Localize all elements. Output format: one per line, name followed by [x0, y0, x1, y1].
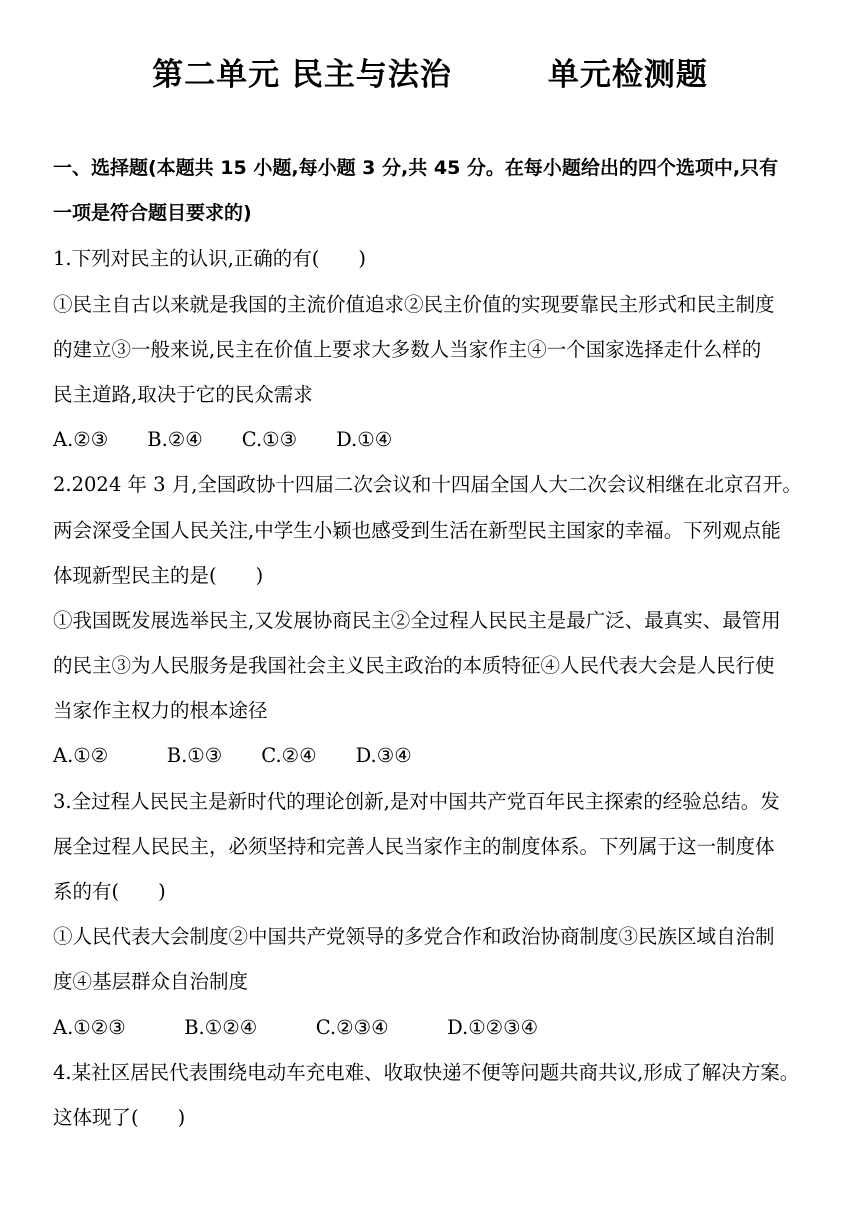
question-statement-line: 的建立③一般来说,民主在价值上要求大多数人当家作主④一个国家选择走什么样的: [53, 337, 762, 361]
question-stem-line: 两会深受全国人民关注,中学生小颖也感受到生活在新型民主国家的幸福。下列观点能: [53, 518, 781, 542]
question-4: [53, 1050, 823, 1140]
question-statement-line: 民主道路,取决于它的民众需求: [53, 382, 313, 406]
question-statement-line: 度④基层群众自治制度: [53, 970, 249, 994]
question-statement-line: 当家作主权力的根本途径: [53, 699, 268, 723]
question-statement-line: ①我国既发展选举民主,又发展协商民主②全过程人民民主是最广泛、最真实、最管用: [53, 608, 781, 632]
section-header: [53, 146, 823, 236]
question-stem-line: 3.全过程人民民主是新时代的理论创新,是对中国共产党百年民主探索的经验总结。发: [53, 789, 780, 813]
page-title: 第二单元 民主与法治 单元检测题: [152, 57, 708, 93]
question-statement-line: ①民主自古以来就是我国的主流价值追求②民主价值的实现要靠民主形式和民主制度: [53, 292, 775, 316]
question-options: A.①②③ B.①②④ C.②③④ D.①②③④: [53, 1015, 539, 1039]
content-body: [53, 146, 823, 1140]
question-stem-line: 展全过程人民民主，必须坚持和完善人民当家作主的制度体系。下列属于这一制度体: [53, 834, 775, 858]
question-stem-line: 2.2024 年 3 月,全国政协十四届二次会议和十四届全国人大二次会议相继在北京召开。: [53, 473, 802, 497]
question-statement-line: ①人民代表大会制度②中国共产党领导的多党合作和政治协商制度③民族区域自治制: [53, 925, 775, 949]
question-stem-line: 1.下列对民主的认识,正确的有( ): [53, 247, 367, 271]
section-header-line-1: 一、选择题(本题共 15 小题,每小题 3 分,共 45 分。在每小题给出的四个选项中,只有: [53, 157, 779, 179]
question-stem-line: 系的有( ): [53, 880, 166, 903]
question-options: A.①② B.①③ C.②④ D.③④: [53, 744, 412, 768]
question-3: [53, 779, 823, 1050]
question-1: [53, 236, 823, 462]
question-stem-line: 体现新型民主的是( ): [53, 563, 264, 587]
section-header-line-2: 一项是符合题目要求的): [53, 202, 252, 225]
question-stem-line: 这体现了( ): [53, 1105, 186, 1129]
question-stem-line: 4.某社区居民代表围绕电动车充电难、收取快递不便等问题共商共议,形成了解决方案。: [53, 1060, 800, 1084]
question-statement-line: 的民主③为人民服务是我国社会主义民主政治的本质特征④人民代表大会是人民行使: [53, 654, 775, 678]
question-options: A.②③ B.②④ C.①③ D.①④: [53, 428, 393, 452]
question-2: [53, 462, 823, 778]
